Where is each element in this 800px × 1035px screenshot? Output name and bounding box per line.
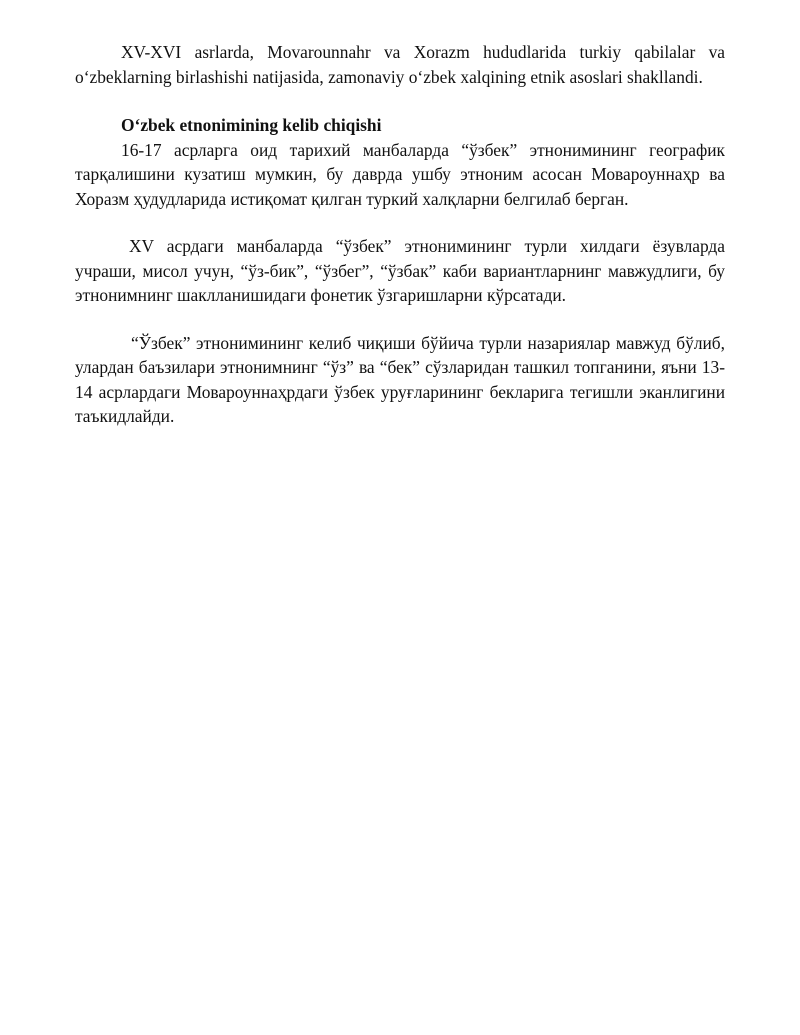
body-paragraph-1: 16-17 асрларга оид тарихий манбаларда “ўзбек” этнонимининг географик тарқалишини кузатиш мумкин, бу даврда ушбу этноним асосан Мовароуннаҳр ва Хоразм ҳудудларида истиқомат қилган туркий халқларни белгилаб берган.: [75, 139, 725, 209]
body-paragraph-2: XV асрдаги манбаларда “ўзбек” этнонимининг турли хилдаги ёзувларда учраши, мисол учун, “ўз-бик”, “ўзбег”, “ўзбак” каби вариантларнинг мавжудлиги, бу этнонимнинг шаклланишидаги фонетик ўзгаришларни кўрсатади.: [75, 236, 725, 305]
section-heading: O‘zbek etnonimining kelib chiqishi: [121, 115, 382, 135]
intro-paragraph: XV-XVI asrlarda, Movarounnahr va Xorazm hududlarida turkiy qabilalar va o‘zbeklarning birlashishi natijasida, zamonaviy o‘zbek xalqining etnik asoslari shakllandi.: [75, 42, 725, 87]
body-paragraph-3: “Ўзбек” этнонимининг келиб чиқиши бўйича турли назариялар мавжуд бўлиб, улардан баъзилари этнонимнинг “ўз” ва “бек” сўзларидан ташкил топганини, яъни 13-14 асрлардаги Мовароуннаҳрдаги ўзбек уруғларининг бекларига тегишли эканлигини таъкидлайди.: [75, 332, 725, 426]
